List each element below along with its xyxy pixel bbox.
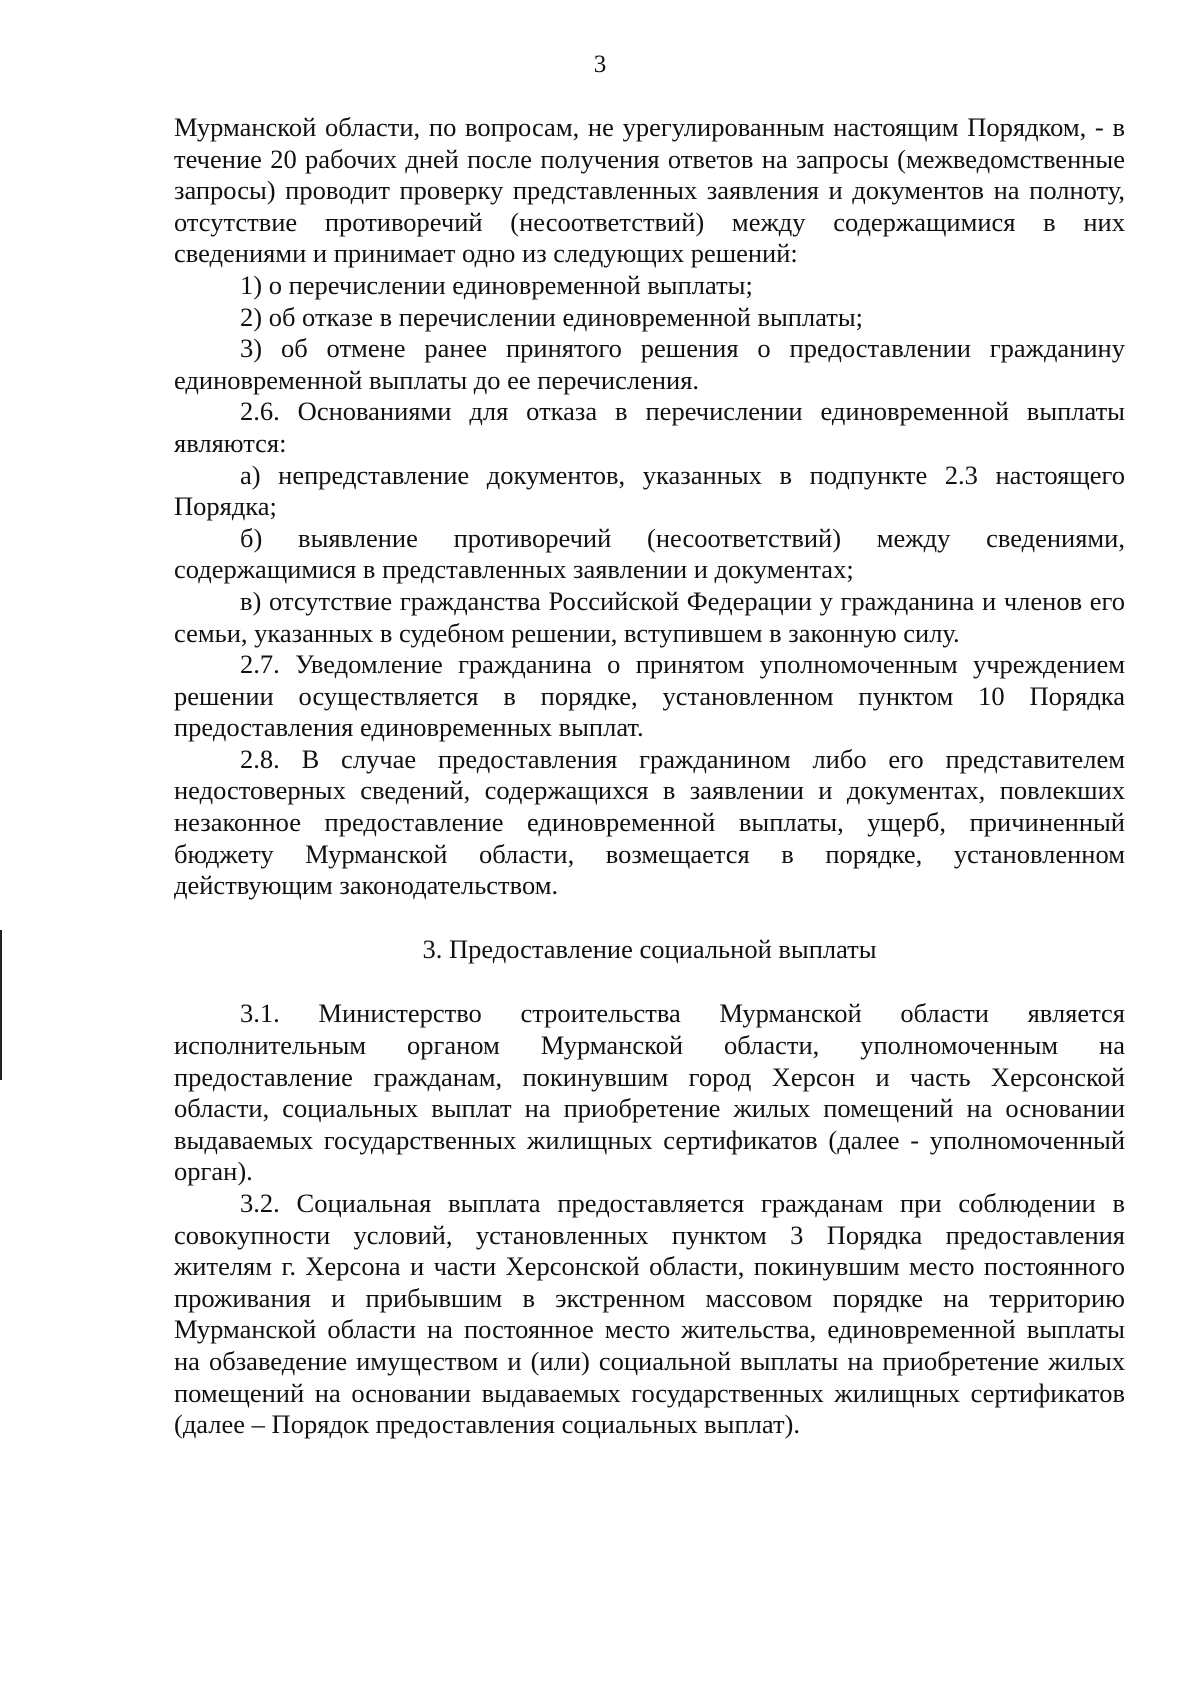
paragraph-3-2: 3.2. Социальная выплата предоставляется гражданам при соблюдении в совокупности условий, установленных пунктом 3 Порядка предоставления жителям г. Херсона и части Херсонской области, покинувшим место постоянного проживания и прибывшим в экстренном массовом порядке на территорию Мурманской области на постоянное место жительства, единовременной выплаты на обзаведение имуществом и (или) социальной выплаты на приобретение жилых помещений на основании выдаваемых государственных жилищных сертификатов (далее – Порядок предоставления социальных выплат). (174, 1188, 1125, 1440)
paragraph-2-6-v: в) отсутствие гражданства Российской Федерации у гражданина и членов его семьи, указанных в судебном решении, вступившем в законную силу. (174, 585, 1125, 648)
paragraph-2-8: 2.8. В случае предоставления гражданином либо его представителем недостоверных сведений, содержащихся в заявлении и документах, повлекших незаконное предоставление единовременной выплаты, ущерб, причиненный бюджету Мурманской области, возмещается в порядке, установленном действующим законодательством. (174, 743, 1125, 901)
paragraph-continuation: Мурманской области, по вопросам, не урегулированным настоящим Порядком, - в течение 20 рабочих дней после получения ответов на запросы (межведомственные запросы) проводит проверку представленных заявления и документов на полноту, отсутствие противоречий (несоответствий) между содержащимися в них сведениями и принимает одно из следующих решений: (174, 112, 1125, 269)
paragraph-2-6-b: б) выявление противоречий (несоответствий) между сведениями, содержащимися в представленных заявлении и документах; (174, 522, 1125, 585)
scan-edge-mark (0, 930, 2, 1080)
document-body (174, 112, 1125, 1441)
section-heading: 3. Предоставление социальной выплаты (422, 933, 877, 964)
paragraph-2-7: 2.7. Уведомление гражданина о принятом уполномоченным учреждением решении осуществляется в порядке, установленном пунктом 10 Порядка предоставления единовременных выплат. (174, 649, 1125, 743)
paragraph-decision-2: 2) об отказе в перечислении единовременной выплаты; (240, 301, 864, 332)
paragraph-decision-1: 1) о перечислении единовременной выплаты; (240, 269, 753, 300)
paragraph-2-6-a: а) непредставление документов, указанных в подпункте 2.3 настоящего Порядка; (174, 459, 1125, 522)
page-number: 3 (593, 51, 607, 78)
paragraph-decision-3: 3) об отмене ранее принятого решения о предоставлении гражданину единовременной выплаты до ее перечисления. (174, 333, 1125, 395)
paragraph-2-6: 2.6. Основаниями для отказа в перечислении единовременной выплаты являются: (174, 396, 1125, 458)
paragraph-3-1: 3.1. Министерство строительства Мурманской области является исполнительным органом Мурманской области, уполномоченным на предоставление гражданам, покинувшим город Херсон и часть Херсонской области, социальных выплат на приобретение жилых помещений на основании выдаваемых государственных жилищных сертификатов (далее - уполномоченный орган). (174, 998, 1125, 1187)
